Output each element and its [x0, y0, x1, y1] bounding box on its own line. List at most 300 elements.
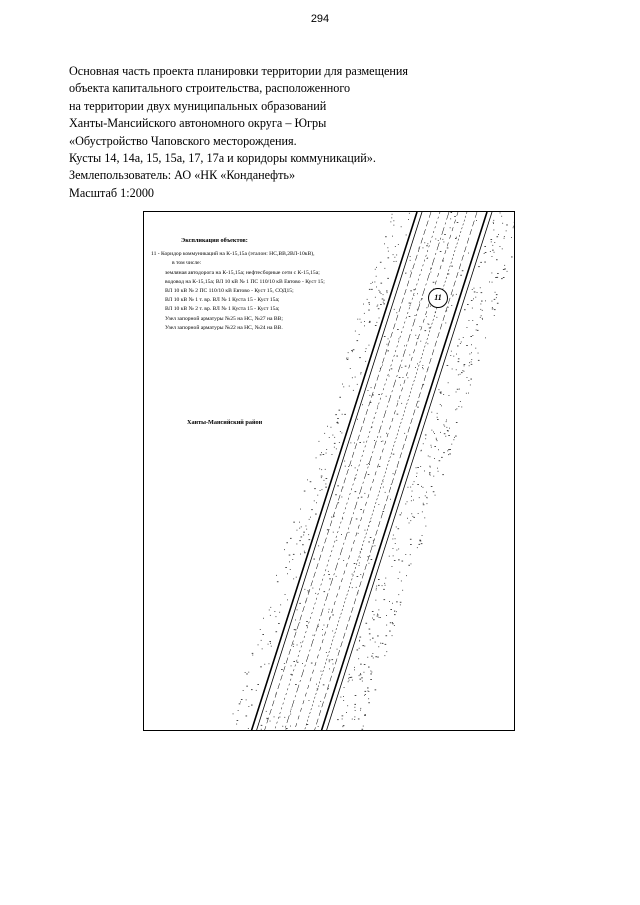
hatch-dot: [329, 660, 331, 661]
hatch-dot: [449, 428, 450, 429]
hatch-dot: [346, 712, 347, 713]
hatch-dot: [398, 578, 399, 579]
hatch-dot: [300, 642, 301, 643]
hatch-dot: [472, 320, 473, 321]
hatch-dot: [464, 371, 465, 372]
hatch-dot: [409, 213, 410, 214]
hatch-dot: [458, 374, 459, 375]
hatch-dot: [321, 469, 322, 470]
hatch-dot: [504, 269, 506, 270]
hatch-dot: [497, 236, 499, 237]
hatch-dot: [372, 395, 374, 396]
hatch-dot: [364, 695, 365, 696]
hatch-dot: [491, 241, 492, 242]
hatch-dot: [455, 436, 457, 437]
hatch-dot: [448, 454, 449, 455]
hatch-dot: [408, 219, 409, 220]
hatch-dot: [425, 526, 426, 527]
hatch-dot: [372, 611, 374, 612]
hatch-dot: [354, 707, 355, 708]
hatch-dot: [502, 223, 503, 224]
hatch-dot: [339, 397, 341, 398]
hatch-dot: [322, 629, 323, 630]
hatch-dot: [360, 574, 361, 575]
hatch-dot: [448, 274, 450, 275]
hatch-dot: [444, 433, 446, 434]
hatch-dot: [416, 476, 417, 477]
hatch-dot: [417, 309, 418, 310]
hatch-dot: [269, 663, 270, 664]
hatch-dot: [307, 724, 309, 725]
hatch-dot: [352, 574, 353, 575]
hatch-dot: [430, 268, 432, 269]
hatch-dot: [410, 305, 411, 306]
hatch-dot: [457, 346, 459, 347]
hatch-dot: [359, 640, 360, 641]
hatch-dot: [356, 587, 357, 588]
hatch-dot: [476, 324, 478, 325]
hatch-dot: [370, 639, 371, 640]
hatch-dot: [394, 560, 396, 561]
hatch-dot: [449, 454, 451, 455]
hatch-dot: [417, 293, 418, 294]
hatch-dot: [419, 302, 420, 303]
hatch-dot: [389, 376, 390, 377]
hatch-dot: [400, 602, 402, 603]
hatch-dot: [460, 401, 461, 402]
hatch-dot: [461, 407, 462, 408]
hatch-dot: [371, 559, 373, 560]
hatch-dot: [378, 585, 380, 586]
hatch-dot: [409, 523, 410, 524]
hatch-dot: [282, 726, 283, 727]
hatch-dot: [366, 623, 368, 624]
hatch-dot: [413, 295, 414, 296]
hatch-dot: [439, 389, 440, 390]
hatch-dot: [444, 426, 445, 427]
hatch-dot: [370, 537, 372, 538]
hatch-dot: [419, 540, 421, 541]
hatch-dot: [375, 600, 376, 601]
hatch-dot: [368, 542, 370, 543]
hatch-dot: [369, 563, 370, 564]
hatch-dot: [328, 688, 329, 689]
hatch-dot: [357, 593, 358, 594]
hatch-dot: [290, 538, 292, 539]
hatch-dot: [425, 330, 427, 331]
hatch-dot: [335, 494, 337, 495]
hatch-dot: [409, 355, 410, 356]
hatch-dot: [358, 533, 359, 534]
hatch-dot: [323, 684, 325, 685]
hatch-dot: [349, 386, 350, 387]
hatch-dot: [357, 340, 359, 341]
hatch-dot: [341, 497, 342, 498]
hatch-dot: [378, 609, 379, 610]
hatch-dot: [390, 622, 392, 623]
hatch-dot: [501, 216, 502, 217]
hatch-dot: [281, 669, 283, 670]
hatch-dot: [329, 617, 330, 618]
hatch-dot: [401, 403, 402, 404]
hatch-dot: [382, 643, 384, 644]
hatch-dot: [402, 590, 403, 591]
hatch-dot: [248, 706, 249, 707]
hatch-dot: [471, 300, 473, 301]
hatch-dot: [295, 620, 296, 621]
hatch-dot: [368, 698, 369, 699]
hatch-dot: [453, 356, 454, 357]
hatch-dot: [372, 427, 373, 428]
hatch-dot: [506, 230, 507, 231]
hatch-dot: [378, 504, 379, 505]
hatch-dot: [513, 226, 514, 227]
hatch-dot: [511, 237, 512, 238]
hatch-dot: [306, 529, 307, 530]
hatch-dot: [243, 690, 244, 691]
hatch-dot: [248, 672, 249, 673]
hatch-dot: [393, 220, 394, 221]
hatch-dot: [484, 246, 486, 247]
hatch-dot: [324, 480, 325, 481]
hatch-dot: [326, 478, 328, 479]
hatch-dot: [457, 222, 459, 223]
hatch-dot: [260, 629, 261, 630]
hatch-dot: [380, 437, 381, 438]
hatch-dot: [472, 289, 473, 290]
hatch-dot: [306, 526, 307, 527]
hatch-dot: [328, 612, 329, 613]
hatch-dot: [306, 621, 308, 622]
hatch-dot: [438, 240, 439, 241]
hatch-dot: [385, 644, 387, 645]
hatch-dot: [334, 447, 335, 448]
hatch-dot: [319, 468, 320, 469]
hatch-dot: [435, 495, 436, 496]
hatch-dot: [355, 478, 357, 479]
hatch-dot: [366, 348, 367, 349]
hatch-dot: [461, 342, 462, 343]
hatch-dot: [417, 338, 419, 339]
hatch-dot: [446, 420, 447, 421]
hatch-dot: [236, 724, 237, 725]
hatch-dot: [438, 471, 439, 472]
hatch-dot: [507, 271, 508, 272]
hatch-dot: [378, 646, 379, 647]
hatch-dot: [446, 421, 447, 422]
hatch-dot: [315, 593, 316, 594]
hatch-dot: [450, 355, 451, 356]
hatch-dot: [384, 655, 385, 656]
hatch-dot: [481, 301, 483, 302]
hatch-dot: [267, 718, 269, 719]
hatch-dot: [448, 382, 449, 383]
hatch-dot: [328, 574, 330, 575]
hatch-dot: [360, 374, 361, 375]
hatch-dot: [477, 330, 479, 331]
hatch-dot: [456, 422, 458, 423]
hatch-dot: [369, 395, 370, 396]
hatch-dot: [447, 248, 449, 249]
hatch-dot: [401, 367, 402, 368]
hatch-dot: [500, 213, 501, 214]
hatch-dot: [492, 282, 493, 283]
hatch-dot: [440, 404, 441, 405]
hatch-dot: [401, 581, 402, 582]
hatch-dot: [436, 439, 437, 440]
hatch-dot: [437, 468, 438, 469]
hatch-dot: [293, 644, 294, 645]
hatch-dot: [346, 358, 347, 359]
hatch-dot: [413, 517, 415, 518]
hatch-dot: [291, 665, 292, 666]
hatch-dot: [398, 549, 399, 550]
hatch-dot: [246, 674, 248, 675]
hatch-dot: [308, 534, 309, 535]
hatch-dot: [433, 476, 434, 477]
hatch-dot: [361, 549, 362, 550]
hatch-dot: [371, 656, 373, 657]
hatch-dot: [411, 500, 412, 501]
hatch-dot: [348, 681, 349, 682]
hatch-dot: [396, 550, 397, 551]
hatch-dot: [480, 317, 481, 318]
hatch-dot: [470, 379, 472, 380]
hatch-dot: [320, 701, 321, 702]
hatch-dot: [417, 547, 418, 548]
hatch-dot: [337, 418, 339, 419]
hatch-dot: [367, 464, 368, 465]
hatch-dot: [435, 239, 436, 240]
hatch-dot: [386, 635, 388, 636]
hatch-dot: [410, 256, 411, 257]
hatch-dot: [375, 642, 376, 643]
hatch-dot: [334, 443, 336, 444]
hatch-dot: [374, 614, 375, 615]
hatch-dot: [410, 554, 411, 555]
hatch-dot: [422, 367, 423, 368]
hatch-dot: [360, 557, 361, 558]
hatch-dot: [344, 687, 345, 688]
hatch-dot: [513, 227, 514, 228]
hatch-dot: [359, 675, 360, 676]
hatch-dot: [361, 497, 363, 498]
hatch-dot: [318, 706, 319, 707]
hatch-dot: [331, 612, 332, 613]
hatch-dot: [430, 475, 431, 476]
hatch-dot: [393, 555, 394, 556]
hatch-dot: [504, 265, 505, 266]
hatch-dot: [501, 278, 503, 279]
hatch-dot: [308, 590, 309, 591]
hatch-dot: [377, 657, 379, 658]
hatch-dot: [296, 544, 297, 545]
hatch-dot: [411, 496, 412, 497]
hatch-dot: [354, 667, 355, 668]
hatch-dot: [451, 305, 452, 306]
page-number: 294: [310, 13, 330, 25]
hatch-dot: [372, 546, 374, 547]
hatch-dot: [321, 477, 322, 478]
hatch-dot: [251, 705, 253, 706]
hatch-dot: [359, 641, 360, 642]
hatch-dot: [406, 235, 407, 236]
hatch-dot: [263, 618, 264, 619]
hatch-dot: [305, 601, 306, 602]
hatch-dot: [409, 316, 411, 317]
hatch-dot: [491, 273, 492, 274]
hatch-dot: [368, 390, 369, 391]
hatch-dot: [418, 513, 419, 514]
hatch-dot: [442, 239, 443, 240]
hatch-dot: [314, 488, 316, 489]
hatch-dot: [454, 437, 455, 438]
hatch-dot: [360, 637, 362, 638]
hatch-dot: [336, 448, 337, 449]
hatch-dot: [464, 309, 466, 310]
map-sheet: [143, 211, 515, 731]
hatch-dot: [355, 491, 357, 492]
hatch-dot: [438, 449, 439, 450]
hatch-dot: [290, 726, 291, 727]
hatch-dot: [460, 343, 461, 344]
hatch-dot: [371, 387, 372, 388]
hatch-dot: [342, 414, 343, 415]
hatch-dot: [480, 287, 481, 288]
hatch-dot: [373, 619, 375, 620]
hatch-dot: [268, 644, 269, 645]
hatch-dot: [414, 481, 415, 482]
hatch-dot: [490, 251, 491, 252]
hatch-dot: [332, 659, 334, 660]
hatch-dot: [418, 401, 419, 402]
hatch-dot: [446, 311, 448, 312]
hatch-dot: [434, 433, 435, 434]
hatch-dot: [292, 559, 293, 560]
hatch-dot: [447, 365, 449, 366]
hatch-dot: [349, 532, 350, 533]
hatch-dot: [497, 273, 499, 274]
hatch-dot: [417, 407, 419, 408]
title-line: Ханты-Мансийского автономного округа – Югры: [69, 116, 327, 131]
legend-title: Экспликация объектов:: [181, 237, 248, 244]
hatch-dot: [351, 465, 352, 466]
hatch-dot: [284, 663, 285, 664]
hatch-dot: [452, 296, 453, 297]
hatch-dot: [309, 700, 310, 701]
hatch-dot: [472, 308, 473, 309]
hatch-dot: [354, 704, 356, 705]
hatch-dot: [426, 492, 427, 493]
hatch-dot: [388, 338, 389, 339]
hatch-dot: [412, 484, 413, 485]
hatch-dot: [403, 377, 404, 378]
hatch-dot: [369, 345, 370, 346]
hatch-dot: [387, 350, 389, 351]
hatch-dot: [428, 323, 429, 324]
hatch-dot: [358, 497, 359, 498]
hatch-dot: [423, 487, 424, 488]
hatch-dot: [409, 303, 411, 304]
hatch-dot: [498, 234, 499, 235]
hatch-dot: [455, 409, 456, 410]
hatch-dot: [369, 633, 371, 634]
legend-line: ВЛ 10 кВ № 2 т. вр. ВЛ № 1 Куста 15 - Куст 15а;: [165, 306, 280, 313]
hatch-dot: [459, 339, 460, 340]
hatch-dot: [470, 385, 471, 386]
land-user-line: Землепользователь: АО «НК «Конданефть»: [69, 168, 296, 183]
hatch-dot: [360, 710, 361, 711]
hatch-dot: [384, 583, 385, 584]
hatch-dot: [452, 369, 453, 370]
hatch-dot: [381, 441, 382, 442]
hatch-dot: [474, 288, 475, 289]
hatch-dot: [295, 684, 297, 685]
hatch-dot: [395, 538, 396, 539]
hatch-dot: [280, 604, 281, 605]
hatch-dot: [392, 623, 394, 624]
hatch-dot: [492, 301, 493, 302]
hatch-dot: [322, 635, 323, 636]
hatch-dot: [326, 652, 327, 653]
hatch-dot: [313, 635, 314, 636]
hatch-dot: [469, 354, 470, 355]
hatch-dot: [264, 664, 265, 665]
hatch-dot: [352, 719, 353, 720]
hatch-dot: [466, 393, 467, 394]
hatch-dot: [396, 527, 397, 528]
legend-line: земляная автодорога на К-15,15а; нефтесборные сети с К-15,15а;: [165, 269, 320, 276]
hatch-dot: [421, 543, 423, 544]
hatch-dot: [303, 535, 304, 536]
hatch-dot: [451, 351, 452, 352]
hatch-dot: [360, 708, 361, 709]
hatch-dot: [514, 214, 515, 215]
hatch-dot: [429, 474, 430, 475]
hatch-dot: [471, 359, 472, 360]
hatch-dot: [304, 491, 306, 492]
hatch-dot: [297, 609, 298, 610]
hatch-dot: [296, 577, 297, 578]
hatch-dot: [302, 663, 303, 664]
hatch-dot: [350, 368, 351, 369]
hatch-dot: [354, 719, 355, 720]
hatch-dot: [355, 695, 357, 696]
hatch-dot: [341, 534, 342, 535]
hatch-dot: [392, 539, 393, 540]
hatch-dot: [433, 491, 435, 492]
hatch-dot: [370, 679, 372, 680]
hatch-dot: [344, 414, 346, 415]
hatch-dot: [458, 358, 460, 359]
hatch-dot: [316, 502, 317, 503]
hatch-dot: [451, 444, 452, 445]
hatch-dot: [410, 290, 412, 291]
hatch-dot: [319, 441, 320, 442]
hatch-dot: [482, 310, 483, 311]
hatch-dot: [378, 614, 379, 615]
hatch-dot: [422, 535, 423, 536]
hatch-dot: [392, 603, 393, 604]
hatch-dot: [382, 585, 383, 586]
hatch-dot: [434, 458, 435, 459]
hatch-dot: [470, 336, 472, 337]
hatch-dot: [270, 721, 271, 722]
hatch-dot: [342, 384, 343, 385]
hatch-dot: [442, 261, 444, 262]
hatch-dot: [385, 492, 386, 493]
hatch-dot: [460, 374, 461, 375]
